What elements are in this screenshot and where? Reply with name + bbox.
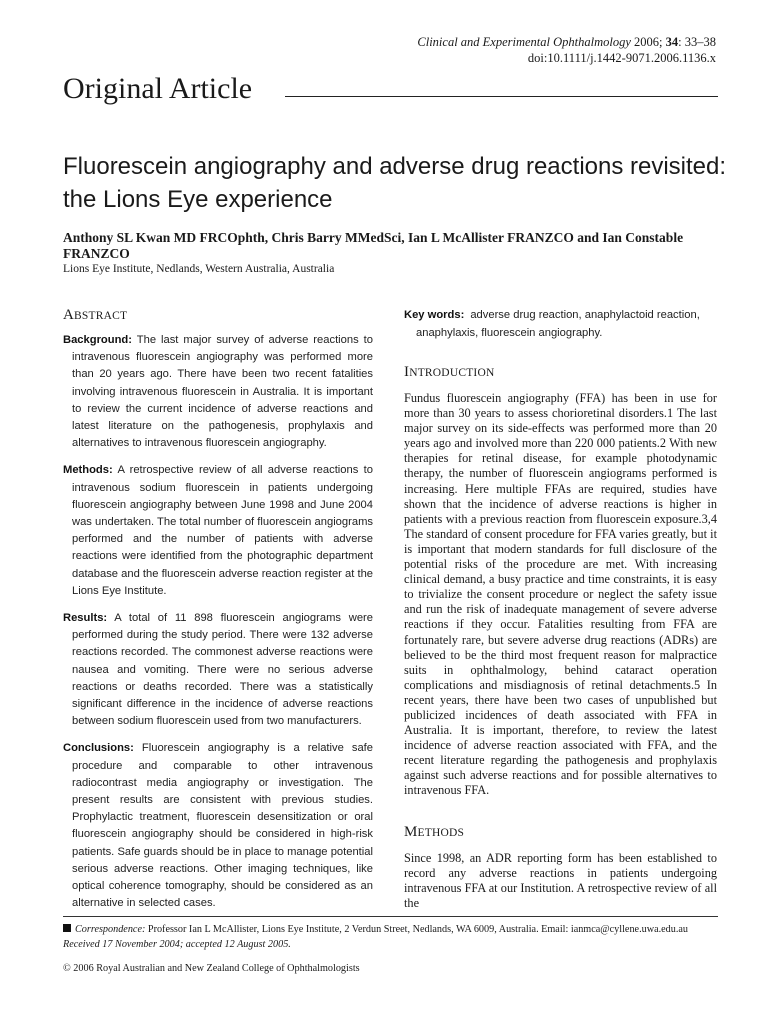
journal-citation-line	[417, 34, 716, 50]
introduction-heading-text: INTRODUCTION	[404, 364, 495, 380]
keywords-label: Key words:	[404, 309, 465, 321]
article-title: Fluorescein angiography and adverse drug reactions revisited: the Lions Eye experience	[63, 153, 727, 213]
abstract-methods	[63, 462, 373, 600]
methods-heading	[404, 824, 717, 841]
abstract-methods-label: Methods:	[63, 464, 113, 477]
article-affiliation: Lions Eye Institute, Nedlands, Western Australia, Australia	[63, 263, 335, 275]
correspondence-text: Professor Ian L McAllister, Lions Eye Institute, 2 Verdun Street, Nedlands, WA 6009, Australia. Email: ianmca@cyllene.uwa.edu.au	[147, 924, 689, 935]
methods-text: Since 1998, an ADR reporting form has been established to record any adverse reactions in patients undergoing intravenous FFA at our Institution. A retrospective review of all the	[404, 850, 717, 910]
journal-doi: doi:10.1111/j.1442-9071.2006.1136.x	[527, 51, 716, 65]
square-bullet-icon	[63, 924, 71, 932]
abstract-conclusions-text: Fluorescein angiography is a relative safe procedure and comparable to other intravenous radiocontrast media angiography or investigation. The present results are consistent with previous studies. Prophylactic treatment, fluorescein desensitization or oral fluorescein angiography should be considered in high-risk patients. Safe guards should be in place to manage potential serious adverse reactions. Other imaging techniques, like optical coherence tomography, should be considered as an alternative in selected cases.	[72, 742, 374, 910]
abstract-background-text: The last major survey of adverse reactions to intravenous fluorescein angiography was performed more than 20 years ago. There have been two recent fatalities involving intravenous fluorescein in Australia. It is important to review the current incidence of adverse reactions and latest literature on the pathogenesis, prophylaxis and alternatives to intravenous fluorescein angiography.	[72, 334, 373, 450]
abstract-conclusions-label: Conclusions:	[63, 742, 134, 755]
abstract-results	[63, 610, 373, 730]
correspondence-note	[63, 923, 753, 937]
abstract-heading	[63, 307, 373, 324]
article-authors: Anthony SL Kwan MD FRCOphth, Chris Barry MMedSci, Ian L McAllister FRANZCO and Ian Constable FRANZCO	[63, 230, 684, 261]
footnote-rule	[63, 916, 718, 917]
abstract-background	[63, 332, 373, 452]
abstract-results-text: A total of 11 898 fluorescein angiograms were performed during the study period. There were 132 adverse reactions recorded. The commonest adverse reactions were nausea and vomiting. There were no serious adverse reactions or deaths recorded. There was a statistically significant difference in the incidence of adverse reactions between sodium fluorescein used from two manufacturers.	[72, 612, 373, 728]
banner-rule	[285, 96, 718, 97]
introduction-text: Fundus fluorescein angiography (FFA) has been in use for more than 30 years to assess chorioretinal disorders.1 The last major survey on its side-effects was performed more than 20 years ago and involved more than 220 000 patients.2 With new therapies for retinal disease, for example photodynamic therapy, the number of fluorescein angiograms performed is increasing. Here multiple FFAs are required, studies have shown that the incidence of adverse reactions is higher in patients with a previous reaction from fluorescein exposure.3,4 The standard of consent procedure for FFA varies greatly, but it is important that modern standards for full disclosure of the potential risks of the procedure are met. With increasing clinical demand, a busy practice and time constraints, it is easy to trivialize the consent procedure or neglect the safety issue and run the risk of inadequate management of severe adverse reactions if they occur. Fatalities resulting from FFA are fortunately rare, but severe adverse drug reactions (ADRs) are believed to be the third most frequent reason for malpractice suits in ophthalmology, behind cataract operation complications and misdiagnosis of retinal detachments.5 In recent years, there have been two cases of unpublished but publicized incidences of death associated with FFA in Australia. It is important, therefore, to review the latest incidence of adverse reaction associated with FFA, and the recent literature regarding the pathogenesis and prophylaxis against such adverse reactions and for possible alternatives to intravenous FFA.	[404, 391, 717, 798]
journal-pages: : 33–38	[678, 35, 716, 49]
abstract-background-label: Background:	[63, 334, 132, 346]
journal-citation	[417, 34, 716, 66]
abstract-column	[63, 307, 373, 923]
journal-year: 2006;	[634, 35, 663, 49]
correspondence-label: Correspondence:	[75, 924, 146, 935]
body-column-right	[404, 307, 717, 911]
methods-heading-text: METHODS	[404, 823, 465, 840]
abstract-conclusions	[63, 740, 373, 912]
keywords-text: adverse drug reaction, anaphylactoid reaction, anaphylaxis, fluorescein angiography.	[416, 309, 700, 339]
abstract-methods-text: A retrospective review of all adverse reactions to intravenous sodium fluorescein in patients undergoing fluorescein angiography between June 1998 and June 2004 was undertaken. The total number of fluorescein angiograms performed and the number of patients with adverse reactions were identified from the photographic department database and the fluorescein adverse reaction register at the Lions Eye Institute.	[72, 464, 374, 597]
journal-name: Clinical and Experimental Ophthalmology	[417, 35, 631, 49]
received-dates: Received 17 November 2004; accepted 12 August 2005.	[63, 939, 291, 950]
article-type-banner	[63, 70, 718, 110]
introduction-heading	[404, 364, 717, 381]
journal-volume: 34	[665, 35, 679, 49]
copyright-notice: © 2006 Royal Australian and New Zealand College of Ophthalmologists	[63, 963, 360, 974]
article-type-label: Original Article	[63, 72, 253, 105]
abstract-heading-text: ABSTRACT	[63, 307, 128, 323]
keywords	[404, 307, 717, 342]
abstract-results-label: Results:	[63, 612, 108, 625]
